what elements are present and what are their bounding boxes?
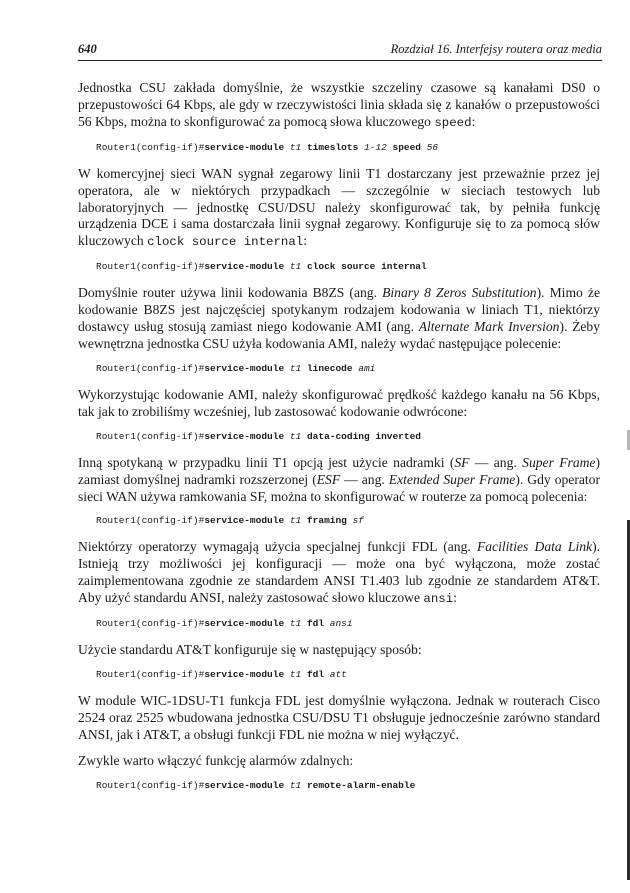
paragraph-framing: Inną spotykaną w przypadku linii T1 opcją jest użycie nadramki (SF — ang. Super Frame) zamiast domyślnej nadramki rozszerzonej (ESF — ang. Extended Super Frame). Gdy operator sieci WAN używa ramkowania SF, można to skonfigurować w routerze za pomocą polecenia: [78, 454, 600, 504]
keyword-speed: speed [434, 115, 472, 130]
keyword-ansi: ansi [423, 592, 454, 607]
paragraph-linecode: Domyślnie router używa linii kodowania B8ZS (ang. Binary 8 Zeros Substitution). Mimo że kodowanie B8ZS jest najczęściej spotykanym rodzajem kodowania w liniach T1, niektórzy dostawcy usług stosują zamiast niego kodowanie AMI (ang. Alternate Mark Inversion). Żeby wewnętrzna jednostka CSU użyła kodowania AMI, należy wydać następujące polecenie: [78, 285, 600, 351]
page-number: 640 [78, 42, 97, 56]
command-data-coding: Router1(config-if)#service-module t1 data-coding inverted [96, 430, 421, 442]
keyword-clock-source: clock source internal [147, 235, 304, 250]
paragraph-att: Użycie standardu AT&T konfiguruje się w następujący sposób: [78, 642, 422, 658]
paragraph-remote-alarm: Zwykle warto włączyć funkcję alarmów zdalnych: [78, 752, 354, 768]
command-fdl-ansi: Router1(config-if)#service-module t1 fdl ansi [96, 618, 353, 630]
command-timeslots: Router1(config-if)#service-module t1 timeslots 1-12 speed 56 [96, 141, 439, 153]
running-header [78, 42, 602, 61]
paragraph-wic-module: W module WIC-1DSU-T1 funkcja FDL jest domyślnie wyłączona. Jednak w routerach Cisco 2524 oraz 2525 wbudowana jednostka CSU/DSU T1 obsługuje jednocześnie zarówno standard ANSI, jak i AT&T, a obsługi funkcji FDL nie można w niej wyłączyć. [78, 692, 600, 742]
command-framing: Router1(config-if)#service-module t1 framing sf [96, 515, 364, 527]
command-clock-source: Router1(config-if)#service-module t1 clock source internal [96, 261, 427, 273]
command-remote-alarm: Router1(config-if)#service-module t1 remote-alarm-enable [96, 779, 416, 791]
paragraph-csu-timeslots: Jednostka CSU zakłada domyślnie, że wszystkie szczeliny czasowe są kanałami DS0 o przepustowości 64 Kbps, ale gdy w rzeczywistości linia składa się z kanałów o przepustowości 56 Kbps, można to skonfigurować za pomocą słowa kluczowego speed: [78, 80, 600, 130]
paragraph-clock-source: W komercyjnej sieci WAN sygnał zegarowy linii T1 dostarczany jest przeważnie przez jej operatora, ale w niektórych przypadkach — szczególnie w sieciach testowych lub laboratoryjnych — jednostkę CSU/DSU należy skonfigurować tak, by pełniła funkcję urządzenia DCE i sama dostarczała linii sygnał zegarowy. Konfiguruje się to za pomocą słów kluczowych clock source internal: [78, 165, 600, 250]
chapter-title: Rozdział 16. Interfejsy routera oraz media [390, 42, 602, 56]
page-content [78, 80, 600, 804]
paragraph-fdl: Niektórzy operatorzy wymagają użycia specjalnej funkcji FDL (ang. Facilities Data Link). Istnieją trzy możliwości jej konfiguracji — może ona być wyłączona, może zostać zaimplementowana zgodnie ze standardem ANSI T1.403 lub zgodnie ze standardem AT&T. Aby użyć standardu ANSI, należy zastosować słowo kluczowe ansi: [78, 539, 600, 607]
paragraph-data-coding: Wykorzystując kodowanie AMI, należy skonfigurować prędkość każdego kanału na 56 Kbps, tak jak to zrobiliśmy wcześniej, lub zastosować kodowanie odwrócone: [78, 386, 600, 419]
command-linecode: Router1(config-if)#service-module t1 linecode ami [96, 362, 376, 374]
command-fdl-att: Router1(config-if)#service-module t1 fdl att [96, 668, 347, 680]
